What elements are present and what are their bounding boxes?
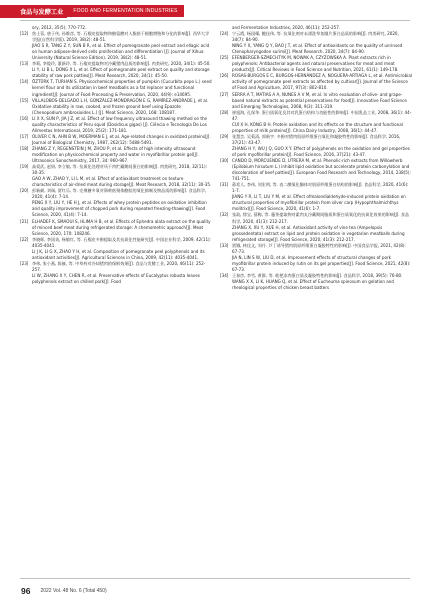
reference-number: [17] bbox=[20, 133, 29, 139]
reference-text: SERRA A T, MATIAS A A, NUNES A V M, et al. In vitro evaluation of olive- and grape-based natural extracts as potential preservatives for food[J]. Innovative Food Science and Emerging Technologies, 2008, 9(3): 311-319. bbox=[232, 91, 407, 109]
reference-number: [18] bbox=[20, 145, 29, 151]
reference-entry bbox=[20, 164, 212, 176]
reference-text: LI X X, SUN P, JIA J Z, et al. Effect of low frequency ultrasound thawing method on the quality characteristics of Peru squid (Dosidicus gigas) [J]. Ciência e Tecnologia De Los Alimentos International, 2019, 25(2): 171-181. bbox=[32, 115, 208, 133]
running-footer bbox=[0, 581, 427, 601]
reference-text: GAO A W, ZHAO Y, LI L M, et al. Effect of antioxidant treatment on texture characteristics of air-dried meat during storage[J]. Meat Research, 2018, 32(11): 30-35. bbox=[32, 176, 212, 188]
reference-number: [19] bbox=[20, 164, 29, 170]
reference-entry bbox=[20, 146, 212, 164]
reference-number bbox=[220, 279, 232, 291]
reference-number: [13] bbox=[20, 61, 29, 67]
reference-text: ROSAS-BURGOS E C, BURGOS-HERNÁNDEZ A, NOGUERA-ARTIAGA L, et al. Antimicrobial activity of pomegranate peel extracts as affected by cultivar[J]. Journal of the Science of Food and Agriculture, 2017, 97(3): 802-810. bbox=[232, 73, 412, 91]
reference-text: 李伟, 张小燕, 陈筱, 等. 中草药对冷却猪肉的保鲜效果[J]. 食品与发酵工业, 2020, 46(11): 252-257. bbox=[32, 260, 206, 272]
reference-entry bbox=[220, 73, 412, 91]
reference-text: NING Y X, YANG Q Y, BAO J T, et al. Effect of antioxidants on the quality of unrinsed Ctenopharyngodon surimi[J]. Meat Research, 2020, 34(7): 84-90. bbox=[232, 43, 403, 55]
reference-number: [29] bbox=[220, 133, 229, 139]
reference-entry bbox=[220, 55, 412, 73]
reference-number: [22] bbox=[20, 236, 29, 242]
journal-title-zh: 食品与发酵工业 bbox=[0, 5, 67, 18]
reference-entry bbox=[220, 255, 412, 273]
reference-number: [15] bbox=[20, 97, 29, 103]
reference-text: OLIVER C N, AHN B W, MOERMAN E J, et al. Age-related changes in oxidized proteins[J]. Journal of Biological Chemistry, 1987, 262(12): 5488-5491. bbox=[32, 133, 211, 145]
reference-number: [33] bbox=[220, 242, 229, 248]
reference-number bbox=[220, 43, 232, 55]
reference-number: [12] bbox=[20, 31, 29, 37]
running-header bbox=[0, 0, 427, 22]
reference-number bbox=[220, 225, 232, 243]
reference-number bbox=[20, 249, 32, 261]
reference-number bbox=[220, 255, 232, 273]
reference-number bbox=[20, 43, 32, 61]
reference-number: [21] bbox=[20, 218, 29, 224]
reference-text: JIA N, LIN S W, LIU D, et al. Improvement effects of structural changes of pork myofibrillar protein induced by rutin on its gel properties[J]. Food Science, 2021, 42(8): 67-73. bbox=[232, 254, 411, 272]
reference-entry bbox=[220, 194, 412, 212]
page-number: 96 bbox=[21, 586, 31, 596]
reference-number bbox=[220, 146, 232, 158]
reference-entry bbox=[20, 43, 212, 61]
reference-text: ory, 2012, 35(5): 770-772. bbox=[32, 25, 87, 30]
reference-entry bbox=[20, 79, 212, 97]
header-divider bbox=[20, 20, 410, 21]
reference-entry bbox=[20, 98, 212, 116]
reference-entry bbox=[220, 158, 412, 182]
reference-number bbox=[220, 194, 232, 212]
reference-text: 宁云霞, 杨国耀, 鲍佳伟, 等. 抗氧化剂对未漂洗草鱼糜片蛋白品质的影响[J]. 肉类研究, 2020, 34(7): 84-90. bbox=[232, 31, 399, 43]
reference-entry bbox=[20, 176, 212, 188]
reference-number: [26] bbox=[220, 73, 229, 79]
reference-text: 蒋希人, 李伟, 刘宏明, 等. 表二酸氧化酶体对肌原纤维蛋白结构的影响[J]. 食品科学, 2020, 41(6): 1-7. bbox=[232, 182, 409, 194]
reference-entry bbox=[220, 31, 412, 43]
reference-entry bbox=[220, 134, 412, 146]
reference-entry bbox=[20, 31, 212, 43]
reference-number bbox=[20, 273, 32, 285]
reference-entry bbox=[220, 212, 412, 224]
reference-entry bbox=[220, 182, 412, 194]
reference-number: [32] bbox=[220, 212, 229, 218]
references-body bbox=[20, 25, 412, 573]
reference-text: LI W, ZHANG X Y, CHEN R, et al. Preservative effects of Eucalyptus robusta leaves polyphenols extract on chilled pork[J]. Food bbox=[32, 272, 200, 284]
reference-number bbox=[20, 200, 32, 218]
reference-text: ZHANG H Y, WU J Q, GUO X Y. Effect of polyphenols on the oxidation and gel properties of pork myofibrillar protein[J]. Food Science, 2016, 37(21): 43-47. bbox=[232, 145, 410, 157]
reference-number: [31] bbox=[220, 182, 229, 188]
reference-text: CANDO D, MORCUENDE D, UTRERA M, et al. Phenolic-rich extracts from Willowherb (Epilobium hirsutum L.) inhibit lipid oxidation but accelerate protein carbonylation and discoloration of beef patties[J]. European Food Research and Technology, 2014, 238(5): 741-751. bbox=[232, 158, 411, 182]
reference-text: 高爱武, 赵妍, 李立敏, 等. 抗氧化处理对风干肉贮藏期间蛋白的影响[J]. 肉类研究, 2018, 32(11): 30-35. bbox=[32, 164, 207, 176]
reference-entry bbox=[220, 122, 412, 134]
reference-text: PENG X Y, LIU Y, HE H J, et al. Effects of whey protein peptides on oxidation inhibition and quality improvement of chopped pork during repeated freezing-thawing[J]. Food Science, 2020, 41(4): 7-14. bbox=[32, 200, 207, 218]
reference-number: [30] bbox=[220, 158, 229, 164]
reference-text: LI Y, LI B L, DONG X L, et al. Effect of pomegranate peel extract on quality and storage stability of raw pork patties[J]. Meat Research, 2020, 34(1): 45-50. bbox=[32, 67, 210, 79]
reference-number: [28] bbox=[220, 109, 229, 115]
reference-entry bbox=[20, 219, 212, 237]
reference-entry bbox=[20, 188, 212, 200]
reference-number bbox=[220, 122, 232, 134]
reference-entry bbox=[220, 43, 412, 55]
reference-number bbox=[20, 67, 32, 79]
reference-text: JIANG Y R, LI T, LIU Y M, et al. Effect ofmalondialdehyde-induced protein oxidation on structural properties of myofibrillar protein from silver carp (Hypophthalmichthys molitrix)[J]. Food Science, 2020, 41(6): 1-7. bbox=[232, 194, 406, 212]
reference-number: [14] bbox=[20, 79, 29, 85]
reference-number bbox=[20, 176, 32, 188]
reference-text: JIAO S R, TANG Z Y, SUN B R, et al. Effect of pomegranate peel extract and ellagic acid on human adipose-derived cells proliferation and differentiation [J]. Journal of Xihua University (Natural Science Edition), 2019, 38(2): 48-51. bbox=[32, 43, 210, 61]
reference-text: 张政, 徐宝, 薛梅, 等. 藤茶提取物对素肉丸冷藏期间脂质和蛋白质氧化的抗氧化效果的影响[J]. 食品科学, 2020, 41(3): 212-217. bbox=[232, 212, 410, 224]
reference-text: 贾娜, 林佳文, 刘丹. 芦丁诱导猪肉肌原纤维蛋白凝胶特性的影响[J]. 中国食品学报, 2021, 42(8): 67-73. bbox=[232, 242, 406, 254]
issue-info: 2022 Vol. 48 No. 6 (Total 450) bbox=[40, 588, 107, 594]
reference-entry bbox=[20, 67, 212, 79]
references-right-column bbox=[220, 25, 412, 573]
reference-number: [23] bbox=[20, 260, 29, 266]
reference-text: ÖZTÜRK T, TURHAN S. Physicochemical properties of pumpkin (Cucurbita pepo L.) seed kernel flour and its utilization in beef meatballs as a fat replacer and functional ingredient[J]. Journal of Food Processing & Preservation, 2020, 44(9): e14695. bbox=[32, 79, 212, 97]
reference-entry bbox=[20, 249, 212, 261]
reference-entry bbox=[220, 110, 412, 122]
reference-text: ELHADEF K, SMAOUI S, HLIMA H B, et al. Effects of Ephedra alata extract on the quality of minced beef meat during refrigerated storage: A chemometric approach[J]. Meat Science, 2020, 170: 108246. bbox=[32, 218, 211, 236]
reference-entry bbox=[20, 261, 212, 273]
reference-text: and Fermentation Industries, 2020, 46(11): 252-257. bbox=[232, 25, 341, 30]
reference-text: 李莉, 李俊玲, 董新玲, 等. 石榴皮提取物对冷藏猪肉品质的影响[J]. 肉类研究, 2020, 34(1): 45-50. bbox=[32, 61, 211, 67]
reference-text: LI J K, LI G X, ZHAO Y H, et al. Composition of pomegranate peel polyphenols and its antioxidant activities[J]. Agricultural Sciences in China, 2009, 42(11): 4035-4041. bbox=[32, 248, 205, 260]
reference-text: ZHANG Z Y, REGENSTEIN J M, ZHOU P, et al. Effects of high intensity ultrasound modification on physicochemical property and water in myofibrillar protein gel[J]. Ultrasonics Sonochemistry, 2017, 34: 960-967. bbox=[32, 145, 199, 164]
reference-entry bbox=[220, 279, 412, 291]
reference-number: [16] bbox=[20, 115, 29, 121]
journal-title-en: FOOD AND FERMENTATION INDUSTRIES bbox=[67, 5, 183, 16]
reference-number: [27] bbox=[220, 91, 229, 97]
reference-entry bbox=[220, 146, 412, 158]
reference-entry bbox=[20, 116, 212, 134]
reference-text: 焦士蓉, 唐子传, 孙维彦, 等. 石榴皮提取物和酪氨酸对人脂肪干细胞增殖和分化的影响[J]. 西华大学学报(自然科学版), 2019, 38(2): 48-51. bbox=[32, 31, 210, 43]
reference-entry bbox=[220, 225, 412, 243]
reference-text: EFENBERGER-SZMECHTYK M, NOWAK A, CZYZOWSKA A. Plant extracts rich in polyphenols: Antibacterial agents and natural preservatives for meat and meat products[J]. Critical Reviews in Food Science and Nutrition, 2021, 61(1): 149-178. bbox=[232, 55, 399, 73]
reference-text: 张慧芸, 吴菊清, 郭新宇. 多酚对猪肉肌原纤维蛋白氧化和凝胶特性的影响[J]. 食品科学, 2016, 37(21): 43-47. bbox=[232, 133, 401, 145]
reference-entry bbox=[20, 273, 212, 285]
reference-number: [20] bbox=[20, 188, 29, 194]
reference-text: VILLALOBOS-DELGADO L H, GONZÁLEZ-MONDRAGÓN E G, RAMÍREZ-ANDRADE J, et al. Oxidative stability in raw, cooked, and frozen ground beef using Epazote (Chenopodium ambrosioides L.) [J]. Meat Science, 2020, 168: 108187. bbox=[32, 97, 209, 115]
reference-entry bbox=[220, 92, 412, 110]
footer-divider bbox=[20, 578, 410, 579]
reference-text: 王春彦, 李雪, 黄群, 等. 枇杷冻肉蛋白质及凝胶特性的影响[J]. 食品科学, 2018, 39(5): 76-80. bbox=[232, 272, 403, 278]
reference-text: ZHANG X, XU Y, XUE H, et al. Antioxidant activity of vine tea (Ampelopsis grossedentata) extract on lipid and protein oxidation in vegetarian meatballs during refrigerated storage[J]. Food Science, 2020, 41(3): 212-217. bbox=[232, 224, 405, 242]
reference-text: 李晓晖, 李国英, 杨敏红, 等. 石榴皮多酚提取及其抗氧化性能研究[J]. 中国农业科学, 2009, 42(11): 4035-4041. bbox=[32, 236, 212, 248]
reference-number: [34] bbox=[220, 272, 229, 278]
reference-text: WANG X X, LI K, HUANG Q, et al. Effect of Eucheuma spinosum on gelation and rheological properties of chicken breast batters bbox=[232, 278, 394, 291]
reference-number: [25] bbox=[220, 55, 229, 61]
reference-entry bbox=[20, 237, 212, 249]
references-left-column bbox=[20, 25, 212, 573]
reference-number: [24] bbox=[220, 31, 229, 37]
reference-text: 彭新颜, 刘瑞, 贾红乐, 等. 壳聚糖多氧对卵黄低聚体酪肽的氧化抑制及物品质的影响[J]. 食品科学, 2020, 41(4): 7-14. bbox=[32, 188, 207, 200]
reference-text: 崔旭海, 孔保华. 蛋白质氧化及其对乳蛋白结构与功能性的影响[J]. 中国乳品工业, 2008, 36(1): 44-47. bbox=[232, 109, 412, 121]
reference-text: CUI X H, KONG B H. Protein oxidation and its effects on the structure and functional properties of milk proteins[J]. China Dairy Industry, 2008, 36(1): 44-47. bbox=[232, 121, 403, 133]
reference-entry bbox=[220, 243, 412, 255]
reference-entry bbox=[20, 134, 212, 146]
reference-entry bbox=[20, 200, 212, 218]
